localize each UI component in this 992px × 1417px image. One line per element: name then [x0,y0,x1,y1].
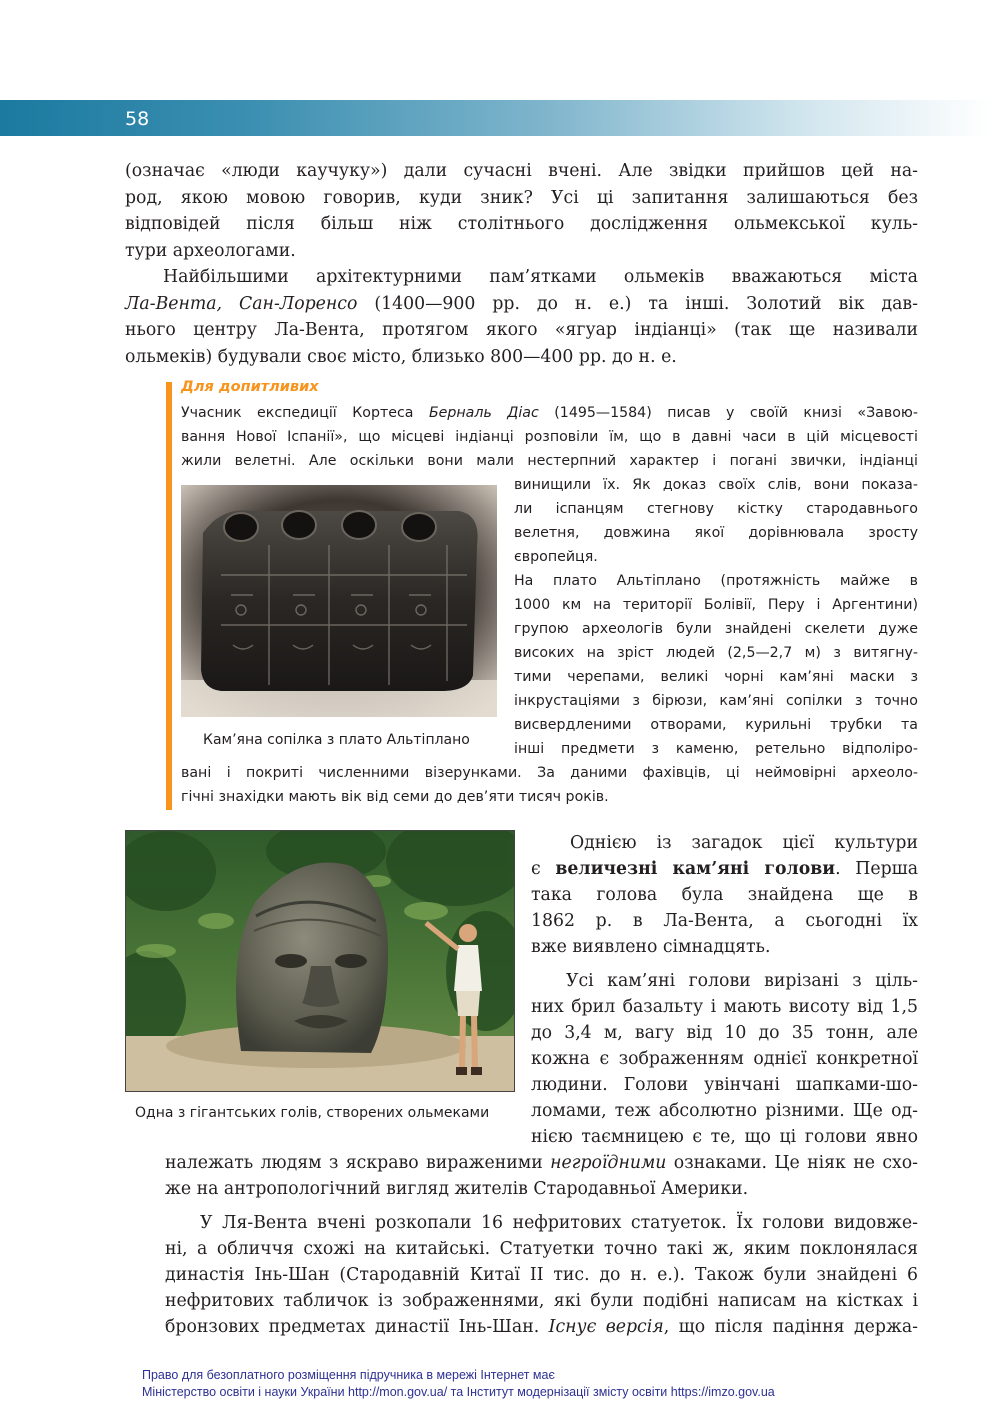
olmec-head-image [126,831,514,1091]
text-line: нефритових табличок із зображеннями, які були подібні написам на кістках і [165,1291,918,1311]
text-line: 1862 р. в Ла-Вента, а сьогодні їх [531,911,918,931]
text-line: же на антропологічний вигляд жителів Стародавньої Америки. [165,1179,749,1199]
text-line: вані і покриті численними візерунками. За даними фахівців, ці неймовірні археоло- [181,765,918,781]
text-line: кожна є зображенням однієї конкретної [531,1049,918,1069]
sidebar-heading: Для допитливих [181,379,319,395]
page-number: 58 [125,108,150,130]
text-line: У Ля-Вента вчені розкопали 16 нефритових статуеток. Їх голови видовже- [200,1213,918,1233]
text-line: Найбільшими архітектурними пам’ятками ольмеків вважаються міста [163,267,918,287]
text-line: ольмеків) будували своє місто, близько 800—400 рр. до н. е. [125,347,677,367]
stone-flute-image [181,485,497,717]
text-line: до 3,4 м, вагу від 10 до 35 тонн, але [531,1023,918,1043]
text-line: Усі кам’яні голови вирізані з ціль- [566,971,918,991]
text-line: Однією із загадок цієї культури [570,833,918,853]
text-line: інкрустаціями з бірюзи, кам’яні сопілки з точно [514,693,918,709]
footer-license-line1: Право для безоплатного розміщення підручника в мережі Інтернет має [142,1368,555,1382]
text-line: ні, а обличчя схожі на китайські. Статуетки точно такі ж, яким поклонялася [165,1239,918,1259]
text-line: тими черепами, великі чорні кам’яні маски з [514,669,918,685]
text-line: Ла-Вента, Сан-Лоренсо (1400—900 рр. до н. е.) та інші. Золотий вік дав- [125,294,918,314]
text-line: вже виявлено сімнадцять. [531,937,771,957]
text-line: вання Нової Іспанії», що місцеві індіанці розповіли їм, що в давні часи в цій місцевості [181,429,918,445]
text-line: людини. Голови увінчані шапками-шо- [531,1075,918,1095]
text-line: велетня, довжина якої дорівнювала зросту [514,525,918,541]
text-line: така голова була знайдена ще в [531,885,918,905]
footer-license-line2: Міністерство освіти і науки України http://mon.gov.ua/ та Інститут модернізації змісту освіти https://imzo.gov.ua [142,1385,775,1399]
text-line: групою археологів були знайдені скелети дуже [514,621,918,637]
text-line: 1000 км на території Болівії, Перу і Аргентини) [514,597,918,613]
text-line: нього центру Ла-Вента, протягом якого «ягуар індіанці» (так ще називали [125,320,918,340]
olmec-photo-caption: Одна з гігантських голів, створених ольмеками [135,1105,490,1121]
text-line: династія Інь-Шан (Стародавній Китаї II тис. до н. е.). Також були знайдені 6 [165,1265,918,1285]
text-line: них брил базальту і мають висоту від 1,5 [531,997,918,1017]
stone-flute-photo [181,485,497,717]
text-line: тури археологами. [125,241,296,261]
bold-stone-heads: величезні кам’яні голови [555,859,836,879]
text-line: європейця. [514,549,598,565]
text-line: жили велетні. Але оскільки вони мали нестерпний характер і погані звички, індіанці [181,453,918,469]
text-line: висвердленими отворами, курильні трубки та [514,717,918,733]
text-line: ли іспанцям стегнову кістку стародавнього [514,501,918,517]
text-line: Учасник експедиції Кортеса Берналь Діас (1495—1584) писав у своїй книзі «Завою- [181,405,918,421]
text-line: бронзових предметах династії Інь-Шан. Існує версія, що після падіння держа- [165,1317,918,1337]
text-line: винищили їх. Як доказ своїх слів, вони показа- [514,477,918,493]
text-line: (означає «люди каучуку») дали сучасні вчені. Але звідки прийшов цей на- [125,161,918,181]
text-line: род, якою мовою говорив, куди зник? Усі ці запитання залишаються без [125,188,918,208]
text-line: На плато Альтіплано (протяжність майже в [514,573,918,589]
text-line: ломами, теж абсолютно різними. Ще од- [531,1101,918,1121]
sidebar-accent-bar [166,382,172,810]
text-line: є величезні кам’яні голови. Перша [531,859,919,879]
flute-photo-caption: Кам’яна сопілка з плато Альтіплано [203,732,470,748]
text-line: відповідей після більш ніж столітнього дослідження ольмекської куль- [125,214,918,234]
olmec-head-photo [125,830,515,1092]
text-line: нією таємницею є те, що ці голови явно [531,1127,918,1147]
text-line: інші предмети з каменю, ретельно відполіро- [514,741,918,757]
text-line: високих на зріст людей (2,5—2,7 м) з витягну- [514,645,918,661]
text-line: гічні знахідки мають вік від семи до дев’яти тисяч років. [181,789,609,805]
text-line: належать людям з яскраво вираженими негроїдними ознаками. Це ніяк не схо- [165,1153,918,1173]
italic-cities: Ла-Вента, Сан-Лоренсо [125,294,358,314]
